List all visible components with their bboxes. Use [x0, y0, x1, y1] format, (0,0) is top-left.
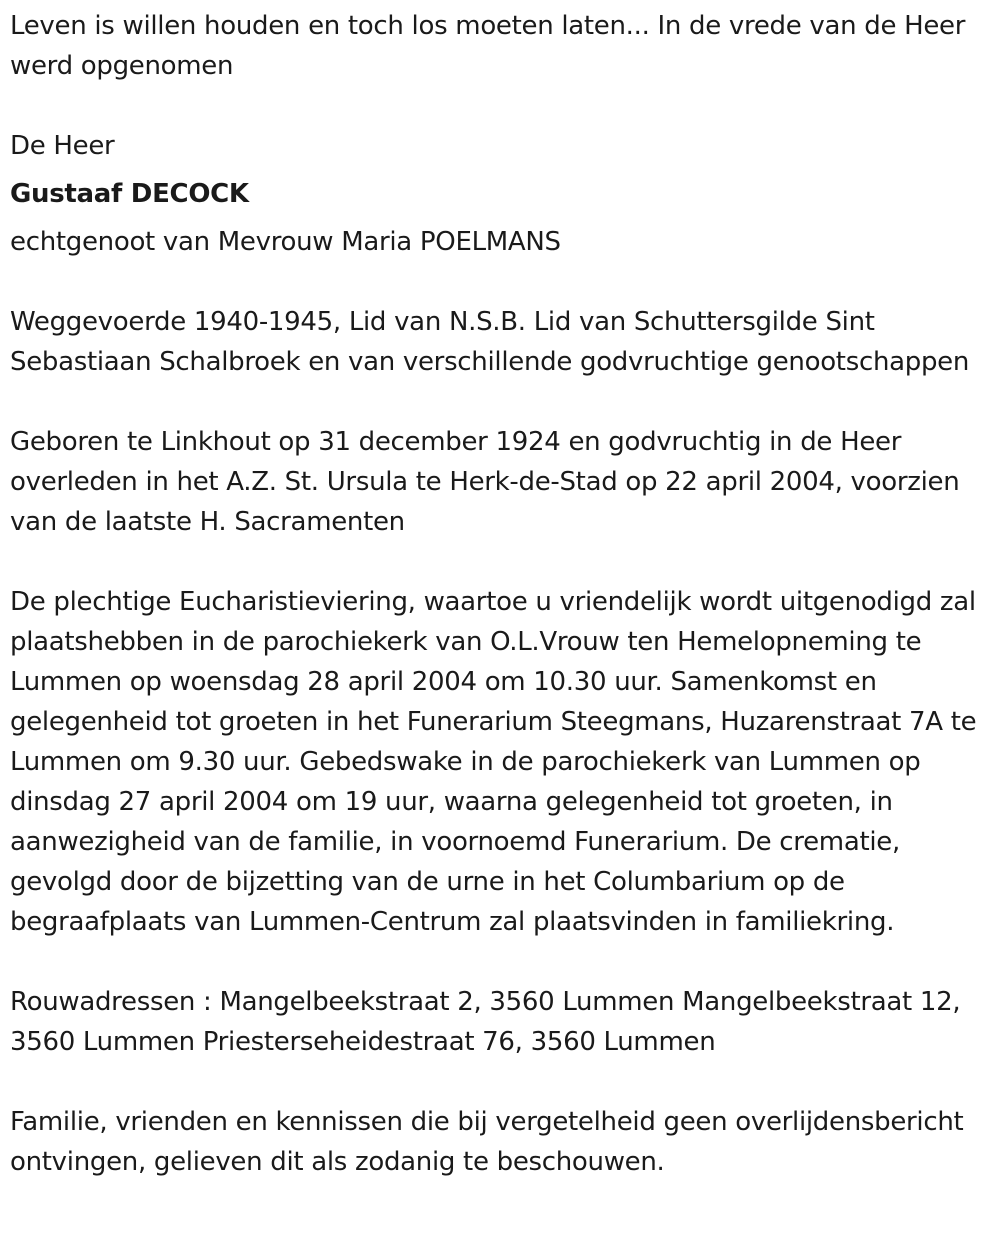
birth-death-text: Geboren te Linkhout op 31 december 1924 en godvruchtig in de Heer overleden in het A.Z. St. Ursula te Herk-de-Stad op 22 april 2004, voorzien van de laatste H. Sacramenten [10, 427, 960, 537]
deceased-name: Gustaaf DECOCK [10, 179, 249, 209]
addresses-text: Rouwadressen : Mangelbeekstraat 2, 3560 Lummen Mangelbeekstraat 12, 3560 Lummen Priesterseheidestraat 76, 3560 Lummen [10, 987, 961, 1057]
ceremony-text: De plechtige Eucharistieviering, waartoe u vriendelijk wordt uitgenodigd zal plaatshebben in de parochiekerk van O.L.Vrouw ten Hemelopneming te Lummen op woensdag 28 april 2004 om 10.30 uur. Samenkomst en gelegenheid tot groeten in het Funerarium Steegmans, Huzarenstraat 7A te Lummen om 9.30 uur. Gebedswake in de parochiekerk van Lummen op dinsdag 27 april 2004 om 19 uur, waarna gelegenheid tot groeten, in aanwezigheid van de familie, in voornoemd Funerarium. De crematie, gevolgd door de bijzetting van de urne in het Columbarium op de begraafplaats van Lummen-Centrum zal plaatsvinden in familiekring. [10, 587, 977, 937]
closing-text: Familie, vrienden en kennissen die bij vergetelheid geen overlijdensbericht ontvingen, gelieven dit als zodanig te beschouwen. [10, 1107, 964, 1177]
affiliations-text: Weggevoerde 1940-1945, Lid van N.S.B. Lid van Schuttersgilde Sint Sebastiaan Schalbroek en van verschillende godvruchtige genootschappen [10, 307, 970, 377]
intro-text: Leven is willen houden en toch los moeten laten... In de vrede van de Heer werd opgenomen [10, 11, 966, 81]
honorific: De Heer [10, 131, 115, 161]
spouse-line: echtgenoot van Mevrouw Maria POELMANS [10, 227, 561, 257]
